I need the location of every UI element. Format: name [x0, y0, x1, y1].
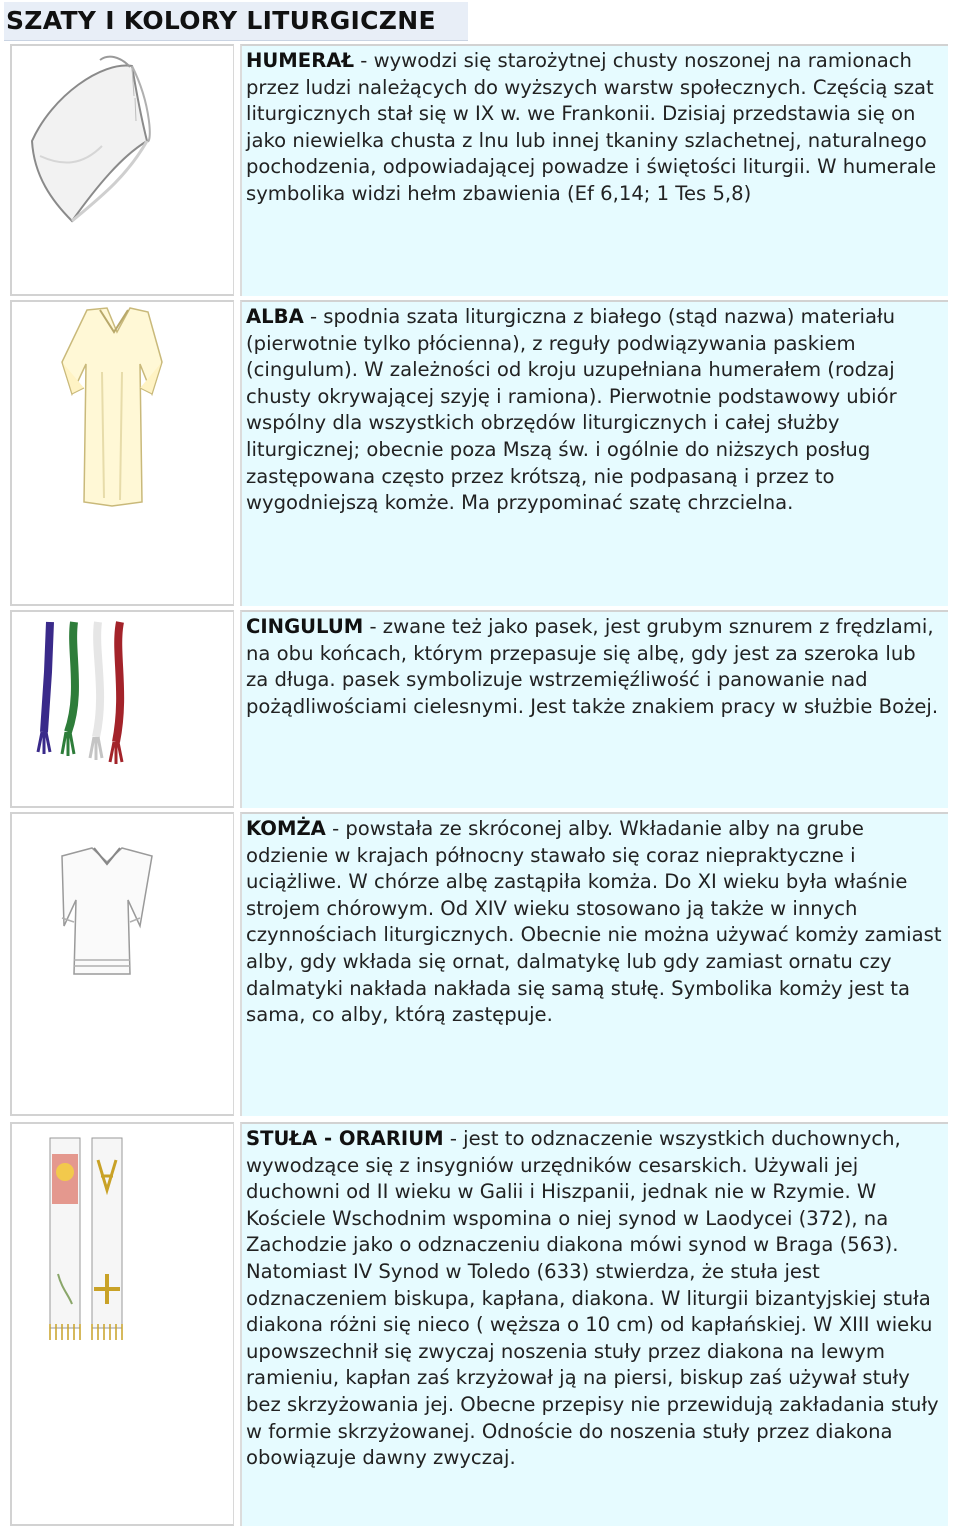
- section-separator: -: [325, 817, 346, 840]
- section-body: powstała ze skróconej alby. Wkładanie alby na grube odzienie w krajach północny stawało się coraz niepraktyczne i uciążliwe. W chórze albę zastąpiła komża. Do XI wieku była właśnie strojem chórowym. Od XIV wieku stosowano ją także w innych czynnościach liturgicznych. Obecnie nie można używać komży zamiast alby, gdy wkłada się ornat, dalmatykę lub gdy zamiast ornatu czy dalmatyki nakłada nakłada się samą stułę. Symbolika komży jest ta sama, co alby, którą zastępuje.: [246, 817, 942, 1027]
- section-text: [246, 816, 942, 1029]
- image-cell: [10, 300, 234, 606]
- section-separator: -: [443, 1127, 464, 1150]
- image-cell: [10, 44, 234, 296]
- section-name: STUŁA - ORARIUM: [246, 1127, 444, 1150]
- section-body: spodnia szata liturgiczna z białego (stąd nazwa) materiału (pierwotnie tylko płócienna), z reguły podwiązywania paskiem (cingulum). W zależności od kroju uzupełniana humerałem (rodzaj chusty okrywającej szyję i ramiona). Pierwotnie podstawowy ubiór wspólny dla wszystkich obrzędów liturgicznych i całej służby liturgicznej; obecnie poza Mszą św. i ogólnie do niższych posług zastępowana często przez krótszą, nie podpasaną i przez to wygodniejszą komże. Ma przypominać szatę chrzcielna.: [246, 305, 897, 515]
- text-cell: [240, 610, 948, 808]
- section-name: ALBA: [246, 305, 304, 328]
- section-text: [246, 1126, 942, 1472]
- section-humeral: [10, 44, 948, 296]
- text-cell: [240, 44, 948, 296]
- image-cell: [10, 812, 234, 1116]
- image-cell: [10, 1122, 234, 1526]
- text-cell: [240, 300, 948, 606]
- text-cell: [240, 1122, 948, 1526]
- section-body: wywodzi się starożytnej chusty noszonej na ramionach przez ludzi należących do wyższych warstw społecznych. Częścią szat liturgicznych stał się w IX w. we Frankonii. Dzisiaj przedstawia się on jako niewielka chusta z lnu lub innej tkaniny szlachetnej, naturalnego pochodzenia, odpowiadającej powadze i świętości liturgii. W humerale symbolika widzi hełm zbawienia (Ef 6,14; 1 Tes 5,8): [246, 49, 937, 205]
- section-text: [246, 48, 942, 208]
- page-title-bar: [4, 2, 468, 41]
- section-alba: [10, 300, 948, 606]
- section-komza: [10, 812, 948, 1116]
- section-body: jest to odznaczenie wszystkich duchownych, wywodzące się z insygniów urzędników cesarskich. Używali jej duchowni od II wieku w Galii i Hiszpanii, jednak nie w Rzymie. W Kościele Wschodnim wspomina o niej synod w Laodycei (372), na Zachodzie jako o odznaczeniu diakona mówi synod w Braga (563). Natomiast IV Synod w Toledo (633) stwierdza, że stuła jest odznaczeniem biskupa, kapłana, diakona. W liturgii bizantyjskiej stuła diakona różni się nieco ( węższa o 10 cm) od kapłańskiej. W XIII wieku upowszechnił się zwyczaj noszenia stuły przez diakona na lewym ramieniu, kapłan zaś krzyżował ją na piersi, biskup zaś używał stuły bez skrzyżowania jej. Obecne przepisy nie przewidują zakładania stuły w formie skrzyżowanej. Odnoście do noszenia stuły przez diakona obowiązuje dawny zwyczaj.: [246, 1127, 939, 1470]
- section-text: [246, 614, 942, 720]
- alb-icon: [12, 302, 232, 604]
- image-cell: [10, 610, 234, 808]
- section-name: HUMERAŁ: [246, 49, 355, 72]
- section-stula: [10, 1122, 948, 1526]
- surplice-icon: [12, 814, 232, 1114]
- cincture-icon: [12, 612, 232, 806]
- section-name: KOMŻA: [246, 817, 326, 840]
- stole-icon: [12, 1124, 232, 1524]
- section-name: CINGULUM: [246, 615, 364, 638]
- section-cingulum: [10, 610, 948, 808]
- section-separator: -: [303, 305, 324, 328]
- section-separator: -: [354, 49, 374, 72]
- section-body: zwane też jako pasek, jest grubym sznurem z frędzlami, na obu końcach, którym przepasuje się albę, gdy jest za szeroka lub za długa. pasek symbolizuje wstrzemięźliwość i panowanie nad pożądliwościami cielesnymi. Jest także znakiem pracy w służbie Bożej.: [246, 615, 939, 718]
- text-cell: [240, 812, 948, 1116]
- section-separator: -: [363, 615, 383, 638]
- amice-icon: [12, 46, 232, 294]
- section-text: [246, 304, 942, 517]
- page-title: SZATY I KOLORY LITURGICZNE: [6, 6, 436, 35]
